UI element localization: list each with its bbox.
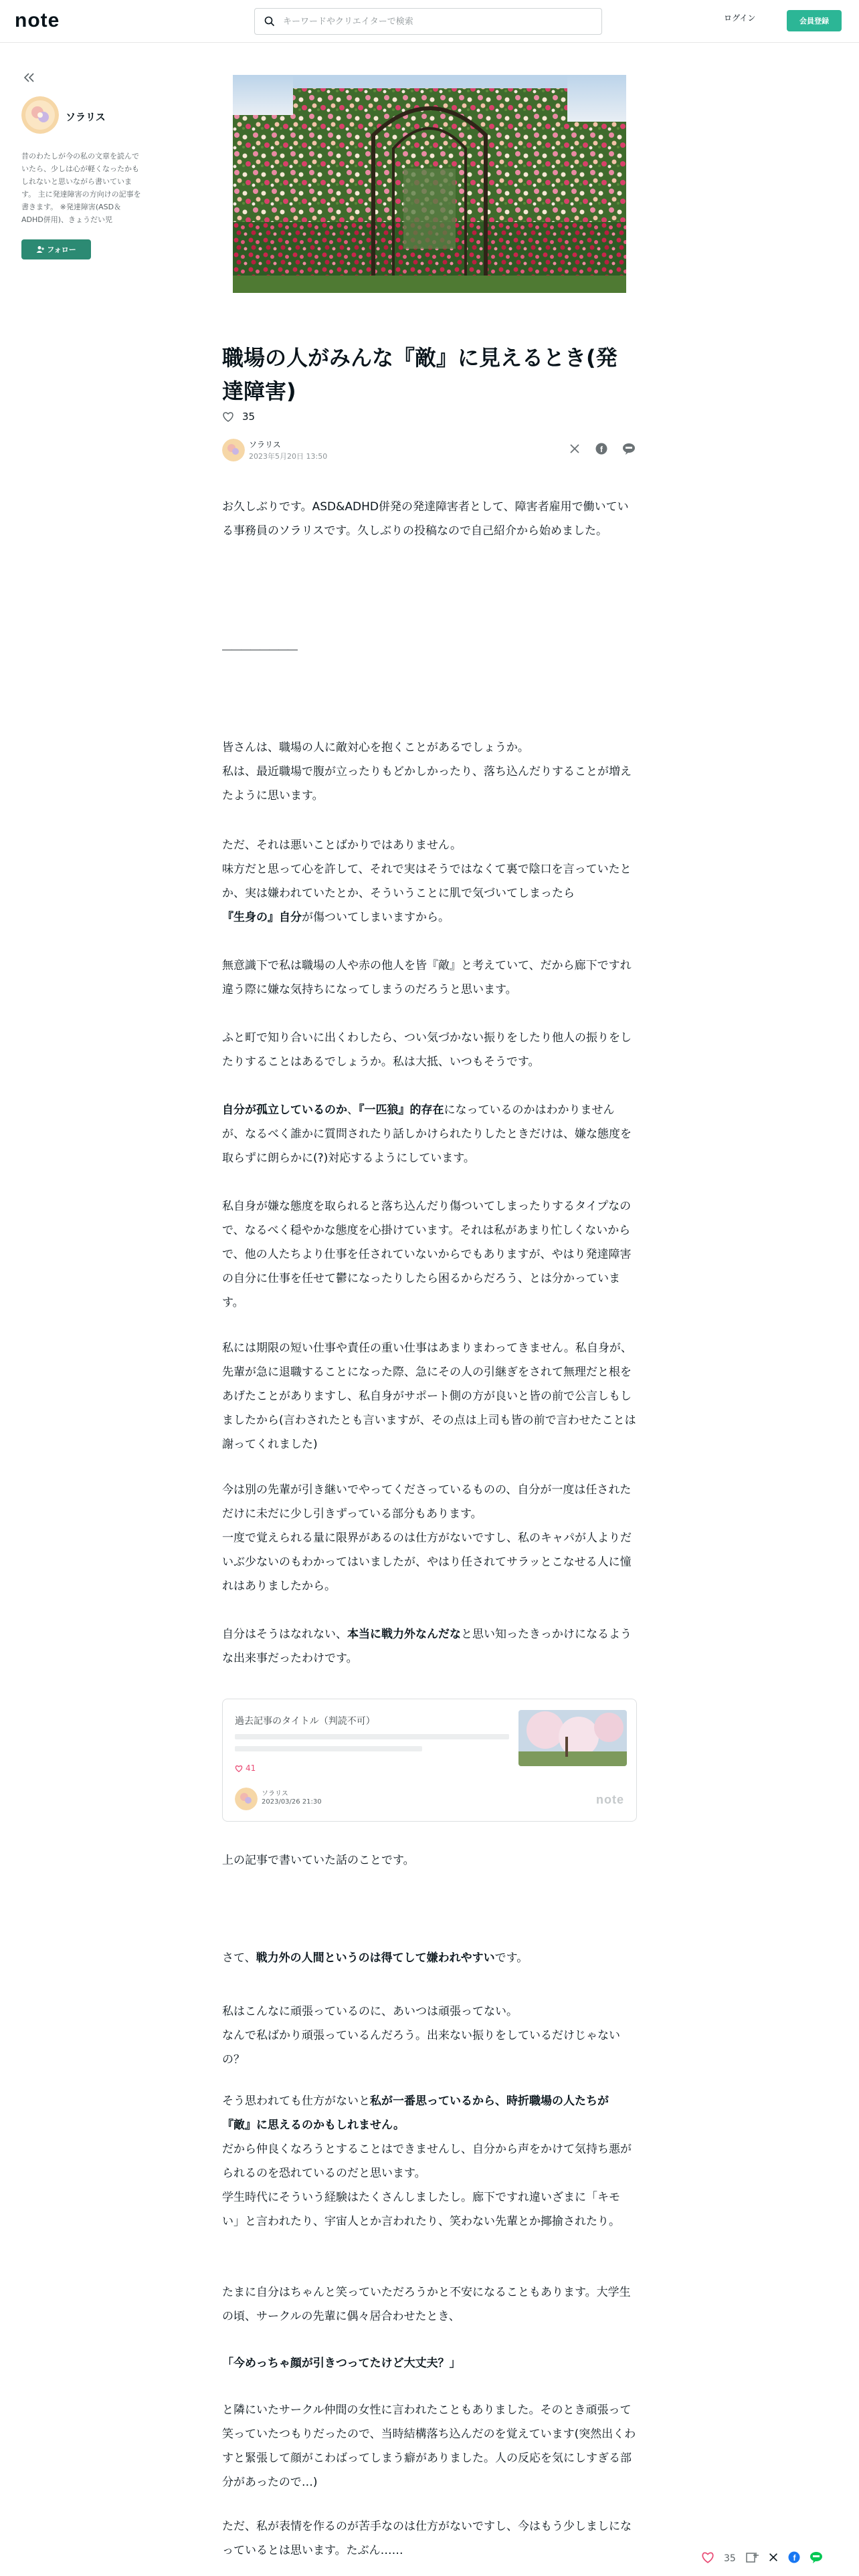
paragraph-5 [222,1098,637,1170]
embed-title[interactable]: 過去記事のタイトル（判読不可） [235,1716,375,1727]
p5-bold-2: 『一匹狼』的存在 [359,1103,444,1117]
paragraph-16: ただ、私が表情を作るのが苦手なのは仕方がないですし、今はもう少しましになっているとは思います。たぶん…… [222,2520,632,2557]
svg-text:f: f [600,445,603,454]
paragraph-3: 無意識下で私は職場の人や赤の他人を皆『敵』と考えていて、だから廊下ですれ違う際に嫌な気持ちになってしまうのだろうと思います。 [222,959,632,996]
p12-bold-1: 私が一番思っているから、時折職場の人たちが『敵』に思えるのかもしれません。 [222,2095,609,2132]
p2c [222,905,637,930]
heart-icon[interactable] [222,411,234,422]
p5-bold-1: 自分が孤立しているのか [222,1103,347,1117]
embed-author: ソラリス [262,1790,288,1798]
paragraph-1 [222,736,637,808]
p12-text-1: そう思われても仕方がないと [222,2095,370,2108]
author-row [222,437,637,464]
paragraph-6: 私自身が嫌な態度を取られると落ち込んだり傷ついてしまったりするタイプなので、なるべく穏やかな態度を心掛けています。それは私があまり忙しくないからで、他の人たちより仕事を任されていないからでもありますが、やはり発達障害の自分に仕事を任せて鬱になったりしたら困るからだろう、とは分かっています。 [222,1200,632,1309]
p2c-bold: 『生身の』自分 [222,911,302,924]
magazine-add-icon[interactable] [745,2551,759,2566]
x-share-icon[interactable] [768,2552,779,2565]
float-like-count[interactable]: 35 [724,2553,736,2564]
p9-bold-1: 本当に戦力外なんだな [347,1628,461,1641]
search-box[interactable] [254,8,602,35]
paragraph-8 [222,1478,637,1598]
like-count[interactable]: 35 [242,411,256,423]
p2b: 味方だと思って心を許して、それで実はそうではなくて裏で陰口を言っていたとか、実は嫌われていたとか、そういうことに肌で気づいてしまったら [222,863,632,900]
p9-text-2: と思い知ったきっかけになるような出来事だったわけです。 [222,1628,632,1665]
intro-paragraph: お久しぶりです。ASD&ADHD併発の発達障害者として、障害者雇用で働いている事務員のソラリスです。久しぶりの投稿なので自己紹介から始めました。 [222,500,629,538]
author-avatar[interactable] [21,96,59,134]
svg-text:f: f [793,2553,796,2563]
paragraph-12 [222,2089,637,2234]
line-share-icon[interactable] [809,2551,823,2566]
facebook-share-icon[interactable] [788,2551,800,2566]
p9-text-1: 自分はそうはなれない、 [222,1628,347,1641]
paragraph-4: ふと町で知り合いに出くわしたら、つい気づかない振りをしたり他人の振りをしたりすることはあるでしょうか。私は大抵、いつもそうです。 [222,1031,632,1069]
p2c-rest: が傷ついてしまいますから。 [302,911,450,924]
embed-thumbnail [518,1710,627,1766]
author-avatar-small[interactable] [222,439,245,461]
collapse-icon[interactable] [23,72,36,83]
global-header [0,0,859,43]
paragraph-13: たまに自分はちゃんと笑っていただろうかと不安になることもあります。大学生の頃、サークルの先輩に偶々居合わせたとき、 [222,2286,631,2323]
login-button[interactable]: ログイン [724,13,756,23]
p2a: ただ、それは悪いことばかりではありません。 [222,839,462,852]
embed-note-logo: note [596,1793,624,1806]
p10-bold-1: 戦力外の人間というのは得てして嫌われやすい [256,1951,495,1965]
float-heart-icon[interactable] [701,2551,714,2566]
author-name[interactable]: ソラリス [66,111,106,123]
p1b: 私は、最近職場で腹が立ったりもどかしかったり、落ち込んだりすることが増えたように思います。 [222,765,632,802]
p5-text-1: 、 [347,1103,359,1117]
p11b: なんで私ばかり頑張っているんだろう。出来ない振りをしているだけじゃないの？ [222,2029,620,2066]
divider: ―――――――― [222,643,297,655]
p8b: 一度で覚えられる量に限界があるのは仕方がないですし、私のキャパが人よりだいぶ少ないのもわかってはいましたが、やはり任されてサラッとこなせる人に憧れはありましたから。 [222,1531,632,1593]
paragraph-14 [222,2351,637,2375]
p5-text-2: になっているのかはわかりませんが、なるべく誰かに質問されたり話しかけられたりしたときだけは、嫌な態度を取らずに朗らかに(?)対応するようにしています。 [222,1103,632,1165]
embed-like-count: 41 [246,1763,256,1773]
after-embed-paragraph: 上の記事で書いていた話のことです。 [222,1854,415,1867]
p10-text-1: さて、 [222,1951,256,1965]
add-user-icon [36,245,44,253]
p11a: 私はこんなに頑張っているのに、あいつは頑張ってない。 [222,2005,518,2018]
p1a: 皆さんは、職場の人に敵対心を抱くことがあるでしょうか。 [222,741,529,754]
p14-bold: 「今めっちゃ顔が引きつってたけど大丈夫？」 [222,2357,461,2370]
p12a [222,2089,637,2137]
facebook-share-icon[interactable] [595,443,607,455]
embed-like [235,1763,256,1773]
hero-image [233,75,626,293]
embed-author-avatar [235,1788,258,1810]
p10-text-2: です。 [494,1951,529,1965]
line-share-icon[interactable] [622,443,634,455]
embedded-article-card[interactable] [222,1699,637,1822]
embed-excerpt [235,1734,509,1758]
x-share-icon[interactable] [569,443,581,455]
follow-label: フォロー [47,245,76,254]
signup-button[interactable]: 会員登録 [787,10,842,31]
p8a: 今は別の先輩が引き継いでやってくださっているものの、自分が一度は任されただけに未だに少し引きずっている部分もあります。 [222,1483,632,1521]
paragraph-7: 私には期限の短い仕事や責任の重い仕事はあまりまわってきません。私自身が、先輩が急に退職することになった際、急にその人の引継ぎをされて無理だと根をあげたことがありますし、私自身がサポート側の方が良いと皆の前で公言しもしましたから(言わされたとも言いますが、その点は上司も皆の前で言わせたことは謝ってくれました) [222,1341,636,1451]
p12b: だから仲良くなろうとすることはできませんし、自分から声をかけて気持ち悪がられるのを恐れているのだと思います。 [222,2143,632,2180]
embed-date: 2023/03/26 21:30 [262,1798,322,1806]
paragraph-15: と隣にいたサークル仲間の女性に言われたこともありました。そのとき頑張って笑っていたつもりだったので、当時結構落ち込んだのを覚えています(突然出くわすと緊張して顔がこわばってしまう癖がありました。人の反応を気にしすぎる部分があったので…) [222,2403,636,2489]
share-icons [569,443,634,455]
like-row [222,411,255,423]
follow-button[interactable] [21,239,91,259]
heart-icon [235,1765,243,1772]
paragraph-2 [222,833,637,930]
author-bio: 昔のわたしが今の私の文章を読んでいたら、少しは心が軽くなったかもしれないと思いながら書いています。 主に発達障害の方向けの記事を書きます。 ※発達障害(ASD＆ADHD併用)、きょうだい児 [21,152,141,224]
paragraph-9 [222,1622,637,1671]
floating-action-bar [701,2547,855,2571]
search-icon [264,16,275,27]
paragraph-10 [222,1946,637,1970]
search-input[interactable] [283,17,591,27]
p12c: 学生時代にそういう経験はたくさんしましたし。廊下ですれ違いざまに「キモい」と言われたり、宇宙人とか言われたり、笑わない先輩とか揶揄されたり。 [222,2191,620,2228]
article-title: 職場の人がみんな『敵』に見えるとき(発達障害) [222,345,617,404]
author-name-small[interactable]: ソラリス [249,440,281,449]
paragraph-11 [222,2000,637,2072]
post-date: 2023年5月20日 13:50 [249,452,328,461]
note-logo[interactable]: note [15,9,60,31]
